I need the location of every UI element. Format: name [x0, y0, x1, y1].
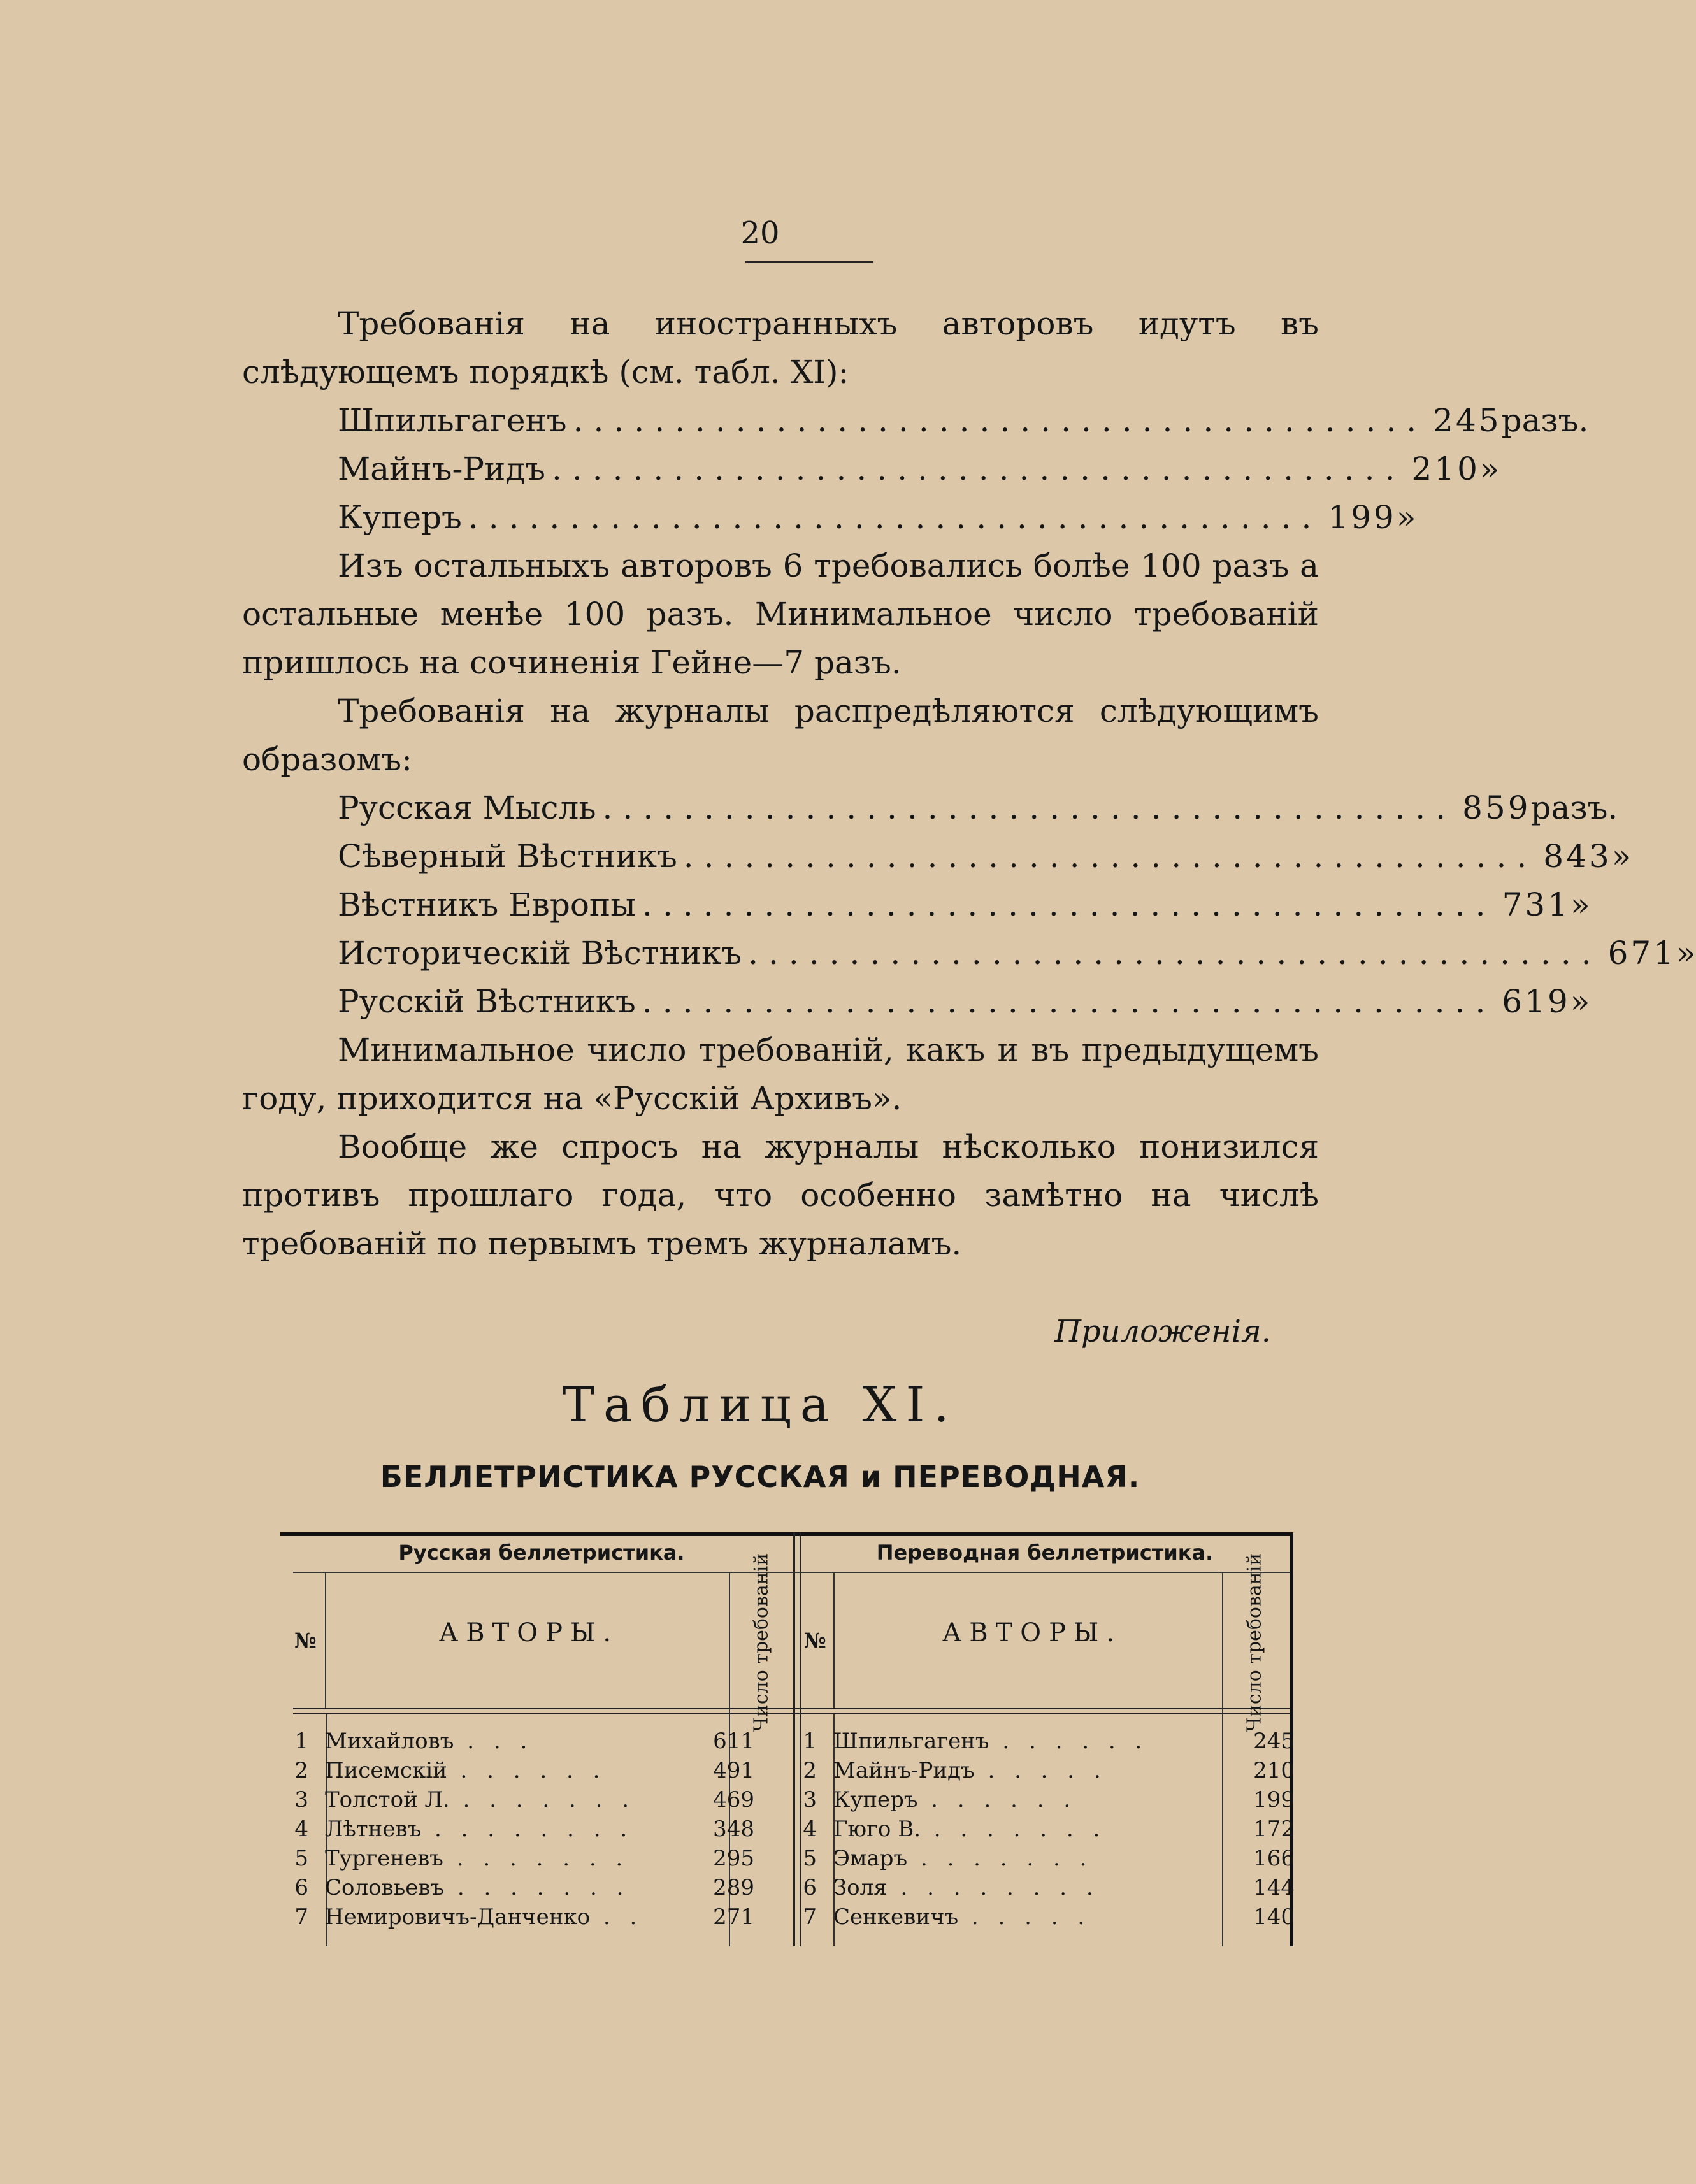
row-author: Сенкевичъ . . . . .	[833, 1904, 1091, 1930]
leader-dots: ..........................................	[683, 838, 1537, 875]
leader-dots: ..........................................	[642, 983, 1496, 1020]
row-author: Шпильгагенъ . . . . . .	[833, 1728, 1149, 1754]
list-item	[242, 396, 1589, 445]
row-number: 4	[803, 1816, 817, 1842]
row-author: Толстой Л. . . . . . . .	[325, 1787, 636, 1813]
translated-count-header: Число требованій	[1243, 1553, 1265, 1732]
row-number: 2	[294, 1758, 308, 1783]
list-item-count: 210	[1411, 450, 1480, 487]
list-item-name: Русскій Вѣстникъ	[338, 983, 636, 1020]
translated-authors-header: АВТОРЫ.	[942, 1618, 1123, 1648]
list-item-unit: »	[1479, 450, 1500, 487]
table-subtitle: БЕЛЛЕТРИСТИКА РУССКАЯ и ПЕРЕВОДНАЯ.	[380, 1460, 1140, 1494]
list-item	[242, 445, 1500, 493]
russian-number-header: №	[294, 1628, 317, 1653]
list-item-unit: »	[1396, 499, 1416, 536]
row-number: 3	[294, 1787, 308, 1813]
row-count: 245	[1253, 1728, 1295, 1754]
list-item-name: Майнъ-Ридъ	[338, 450, 545, 487]
row-author: Михайловъ . . .	[325, 1728, 534, 1754]
list-item	[242, 880, 1590, 929]
paragraph-journals-intro: Требованія на журналы распредѣляются слѣдующимъ образомъ:	[242, 693, 1319, 778]
row-author: Гюго В. . . . . . . .	[833, 1816, 1107, 1842]
row-author: Тургеневъ . . . . . . .	[325, 1846, 629, 1871]
body-text	[242, 299, 1696, 1268]
row-count: 611	[713, 1728, 754, 1754]
list-item-unit: »	[1676, 935, 1696, 972]
appendix-label: Приложенія.	[1054, 1314, 1271, 1349]
list-item-count: 619	[1502, 983, 1570, 1020]
list-item-unit: »	[1570, 983, 1590, 1020]
row-number: 7	[294, 1904, 308, 1930]
table-top-rule	[280, 1532, 1293, 1536]
leader-dots: ..........................................	[602, 789, 1456, 826]
row-count: 491	[713, 1758, 754, 1783]
list-item-count: 245	[1433, 402, 1502, 439]
list-item-unit: »	[1570, 886, 1590, 923]
list-item-name: Шпильгагенъ	[338, 402, 567, 439]
page-number: 20	[740, 215, 780, 251]
list-item-name: Сѣверный Вѣстникъ	[338, 838, 677, 875]
russian-count-header: Число требованій	[750, 1553, 772, 1732]
row-author: Писемскій . . . . . .	[325, 1758, 607, 1783]
list-item-count: 199	[1328, 499, 1397, 536]
list-item	[242, 784, 1618, 832]
row-author: Золя . . . . . . . .	[833, 1875, 1100, 1900]
paragraph-demand: Вообще же спросъ на журналы нѣсколько понизился противъ прошлаго года, что особенно замѣтно на числѣ требованій по первымъ тремъ журналамъ.	[242, 1128, 1319, 1262]
row-author: Майнъ-Ридъ . . . . .	[833, 1758, 1107, 1783]
list-item	[242, 977, 1590, 1026]
foreign-authors-list	[242, 396, 1589, 542]
table-header-rule	[293, 1708, 1290, 1714]
list-item-unit: разъ.	[1501, 402, 1589, 439]
list-item-count: 731	[1502, 886, 1571, 923]
table-group-rule	[293, 1572, 1290, 1573]
paragraph-other-authors: Изъ остальныхъ авторовъ 6 требовались болѣе 100 разъ а остальные менѣе 100 разъ. Минимальное число требованій пришлось на сочиненія Гейне—7 разъ.	[242, 547, 1319, 681]
row-number: 4	[294, 1816, 308, 1842]
column-rule	[833, 1573, 835, 1708]
row-author: Эмаръ . . . . . . .	[833, 1846, 1093, 1871]
translated-group-title: Переводная беллетристика.	[876, 1541, 1214, 1565]
leader-dots: ..........................................	[573, 402, 1427, 439]
paragraph-minimum-journal: Минимальное число требованій, какъ и въ предыдущемъ году, приходится на «Русскій Архивъ».	[242, 1031, 1319, 1117]
list-item-unit: разъ.	[1530, 789, 1618, 826]
leader-dots: ..........................................	[551, 450, 1405, 487]
russian-authors-header: АВТОРЫ.	[438, 1618, 619, 1648]
row-count: 271	[713, 1904, 754, 1930]
list-item	[242, 832, 1632, 880]
row-count: 469	[713, 1787, 754, 1813]
row-count: 348	[713, 1816, 754, 1842]
list-item	[242, 493, 1416, 542]
table-title: Таблица XI.	[562, 1376, 958, 1433]
list-item	[242, 929, 1696, 977]
row-number: 3	[803, 1787, 817, 1813]
row-number: 1	[294, 1728, 308, 1754]
list-item-count: 859	[1462, 789, 1531, 826]
row-author: Лѣтневъ . . . . . . . .	[325, 1816, 634, 1842]
list-item-name: Историческій Вѣстникъ	[338, 935, 742, 972]
row-count: 295	[713, 1846, 754, 1871]
row-count: 210	[1253, 1758, 1295, 1783]
list-item-count: 671	[1607, 935, 1677, 972]
translated-number-header: №	[804, 1628, 826, 1653]
row-number: 2	[803, 1758, 817, 1783]
leader-dots: ..........................................	[748, 935, 1602, 972]
leader-dots: ..........................................	[468, 499, 1322, 536]
page-number-rule	[745, 261, 873, 263]
row-author: Куперъ . . . . . .	[833, 1787, 1077, 1813]
row-count: 199	[1253, 1787, 1295, 1813]
paragraph-foreign-authors: Требованія на иностранныхъ авторовъ идутъ въ слѣдующемъ порядкѣ (см. табл. XI):	[242, 305, 1319, 391]
row-number: 5	[803, 1846, 817, 1871]
column-rule	[325, 1573, 326, 1708]
leader-dots: ..........................................	[642, 886, 1496, 923]
row-count: 144	[1253, 1875, 1295, 1900]
row-count: 172	[1253, 1816, 1295, 1842]
row-count: 166	[1253, 1846, 1295, 1871]
row-number: 6	[294, 1875, 308, 1900]
list-item-name: Вѣстникъ Европы	[338, 886, 636, 923]
list-item-name: Русская Мысль	[338, 789, 596, 826]
row-author: Немировичъ-Данченко . .	[325, 1904, 643, 1930]
row-number: 6	[803, 1875, 817, 1900]
list-item-count: 843	[1543, 838, 1612, 875]
row-number: 5	[294, 1846, 308, 1871]
row-author: Соловьевъ . . . . . . .	[325, 1875, 630, 1900]
russian-group-title: Русская беллетристика.	[398, 1541, 685, 1565]
list-item-name: Куперъ	[338, 499, 462, 536]
fiction-table	[280, 1532, 1293, 1946]
row-count: 140	[1253, 1904, 1295, 1930]
row-number: 7	[803, 1904, 817, 1930]
list-item-unit: »	[1611, 838, 1632, 875]
column-rule	[1222, 1573, 1223, 1946]
journals-list	[242, 784, 1696, 1026]
row-number: 1	[803, 1728, 817, 1754]
row-count: 289	[713, 1875, 754, 1900]
